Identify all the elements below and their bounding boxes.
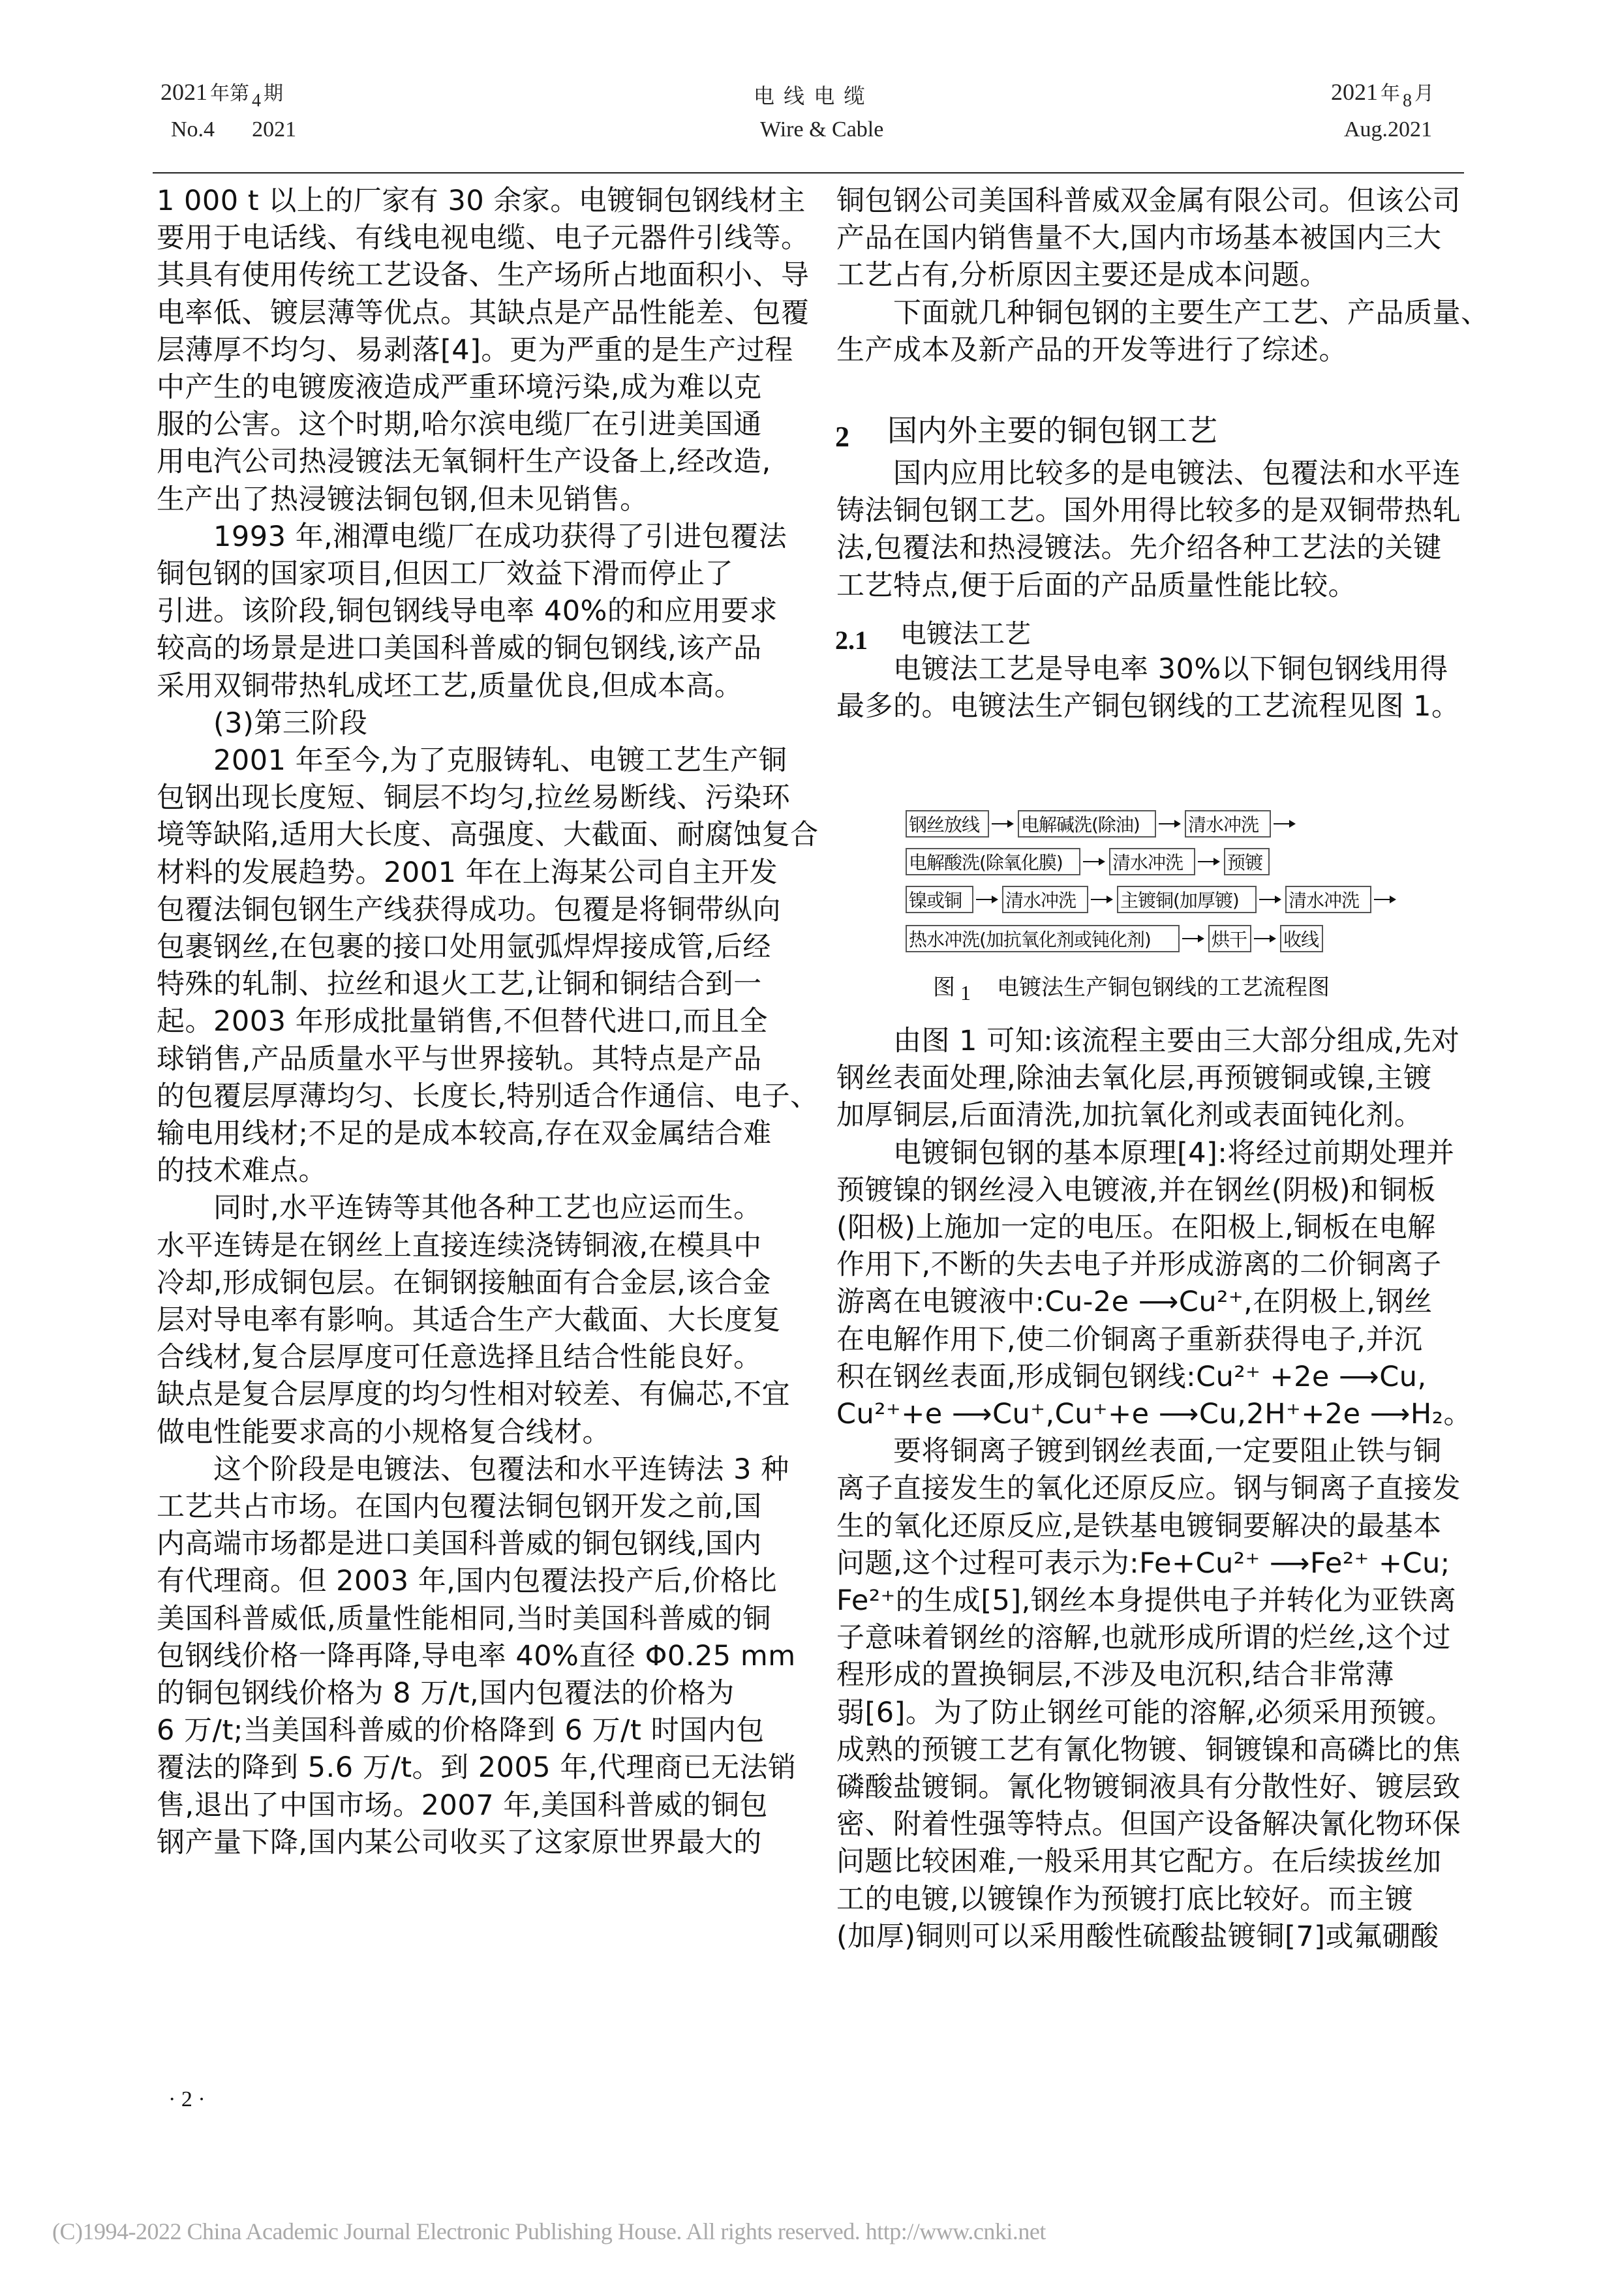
header-date-year: 2021 [1331,79,1378,105]
text-line: 层对导电率有影响。其适合生产大截面、大长度复 [157,1304,781,1337]
text-line: 电率低、镀层薄等优点。其缺点是产品性能差、包覆 [157,296,810,329]
text-line: 下面就几种铜包钢的主要生产工艺、产品质量、 [836,296,1489,329]
text-line: 由图 1 可知:该流程主要由三大部分组成,先对 [836,1025,1460,1057]
text-line: Fe²⁺的生成[5],钢丝本身提供电子并转化为亚铁离 [836,1584,1457,1617]
text-line: 子意味着钢丝的溶解,也就形成所谓的烂丝,这个过 [836,1622,1451,1655]
flow-step-box: 烘干 [1208,925,1251,952]
text-line: 有代理商。但 2003 年,国内包覆法投产后,价格比 [157,1565,778,1598]
flow-arrow-icon [1374,899,1395,900]
text-line: 的铜包钢线价格为 8 万/t,国内包覆法的价格为 [157,1677,735,1710]
text-line: 离子直接发生的氧化还原反应。钢与铜离子直接发 [836,1472,1461,1505]
text-line: 2001 年至今,为了克服铸轧、电镀工艺生产铜 [157,744,787,777]
figure-1-flowchart [906,808,1401,964]
text-line: 同时,水平连铸等其他各种工艺也应运而生。 [157,1192,762,1225]
text-line: 问题,这个过程可表示为:Fe+Cu²⁺ ⟶Fe²⁺ +Cu; [836,1547,1450,1580]
text-line: 问题比较困难,一般采用其它配方。在后续拔丝加 [836,1845,1442,1879]
flow-step-box: 热水冲洗(加抗氧化剂或钝化剂) [906,925,1180,952]
flow-arrow-icon [1182,938,1203,939]
flow-arrow-icon [1083,861,1104,862]
text-line: 用电汽公司热浸镀法无氧铜杆生产设备上,经改造, [157,446,771,479]
flow-step-box: 镍或铜 [906,886,973,913]
text-line: 中产生的电镀废液造成严重环境污染,成为难以克 [157,371,762,404]
text-line: 铜包钢的国家项目,但因工厂效益下滑而停止了 [157,558,734,590]
text-line: 球销售,产品质量水平与世界接轨。其特点是产品 [157,1042,762,1076]
flow-step-box: 钢丝放线 [906,810,989,838]
header-rule [153,172,1464,174]
text-line: 弱[6]。为了防止钢丝可能的溶解,必须采用预镀。 [836,1696,1454,1729]
flow-step-box: 预镀 [1224,848,1270,875]
text-line: 输电用线材;不足的是成本较高,存在双金属结合难 [157,1117,772,1150]
text-line: 售,退出了中国市场。2007 年,美国科普威的铜包 [157,1789,768,1822]
text-line: 游离在电镀液中:Cu-2e ⟶Cu²⁺,在阴极上,钢丝 [836,1286,1433,1319]
copyright-notice: (C)1994-2022 China Academic Journal Electronic Publishing House. All rights reserved. http://www.cnki.net [52,2218,1046,2244]
text-line: 做电性能要求高的小规格复合线材。 [157,1415,611,1449]
text-line: 在电解作用下,使二价铜离子重新获得电子,并沉 [836,1323,1423,1356]
header-issue-en-no: No.4 [171,117,215,142]
text-line: 国内应用比较多的是电镀法、包覆法和水平连 [836,457,1461,490]
text-line: 其具有使用传统工艺设备、生产场所占地面积小、导 [157,259,810,292]
text-line: (加厚)铜则可以采用酸性硫酸盐镀铜[7]或氟硼酸 [836,1920,1439,1953]
flow-step-box: 电解酸洗(除氧化膜) [906,848,1080,875]
text-line: 工艺特点,便于后面的产品质量性能比较。 [836,569,1357,602]
header-date-cn-2: 月 [1414,82,1434,105]
flow-arrow-icon [992,823,1013,824]
text-line: 电镀法工艺是导电率 30%以下铜包钢线用得 [836,653,1448,686]
section-2-1-number: 2.1 [835,626,868,655]
text-line: 层薄厚不均匀、易剥落[4]。更为严重的是生产过程 [157,333,793,367]
header-issue-cn-1: 年第 [210,82,249,105]
text-line: 加厚铜层,后面清洗,加抗氧化剂或表面钝化剂。 [836,1099,1423,1132]
header-issue-year: 2021 [160,79,207,105]
text-line: (阳极)上施加一定的电压。在阳极上,铜板在电解 [836,1211,1436,1244]
flow-arrow-icon [1274,823,1294,824]
text-line: 服的公害。这个时期,哈尔滨电缆厂在引进美国通 [157,408,762,442]
flow-arrow-icon [1259,899,1280,900]
text-line: 采用双铜带热轧成坯工艺,质量优良,但成本高。 [157,669,743,702]
text-line: 内高端市场都是进口美国科普威的铜包钢线,国内 [157,1528,762,1561]
section-2-title: 国内外主要的铜包钢工艺 [887,413,1217,448]
header-date-en: Aug.2021 [1344,117,1433,142]
flow-step-box: 主镀铜(加厚镀) [1117,886,1257,913]
text-line: 缺点是复合层厚度的均匀性相对较差、有偏芯,不宜 [157,1378,791,1412]
journal-title-en: Wire & Cable [760,117,884,142]
text-line: 起。2003 年形成批量销售,不但替代进口,而且全 [157,1005,768,1038]
text-line: 的技术难点。 [157,1155,327,1188]
text-line: 作用下,不断的失去电子并形成游离的二价铜离子 [836,1248,1442,1282]
section-2-1-title: 电镀法工艺 [900,619,1031,649]
section-2-1-heading [835,613,1031,655]
text-line: 的包覆层厚薄均匀、长度长,特别适合作通信、电子、 [157,1080,819,1113]
text-line: 包覆法铜包钢生产线获得成功。包覆是将铜带纵向 [157,893,781,926]
text-line: 1 000 t 以上的厂家有 30 余家。电镀铜包钢线材主 [157,185,806,217]
text-line: 1993 年,湘潭电缆厂在成功获得了引进包覆法 [157,520,787,553]
text-line: 钢丝表面处理,除油去氧化层,再预镀铜或镍,主镀 [836,1062,1432,1095]
figure-1-caption [933,969,1330,1004]
flow-step-box: 清水冲洗 [1002,886,1088,913]
flow-step-box: 收线 [1280,925,1323,952]
text-line: 最多的。电镀法生产铜包钢线的工艺流程见图 1。 [836,690,1460,723]
text-line: 冷却,形成铜包层。在铜钢接触面有合金层,该合金 [157,1266,771,1299]
text-line: 工艺占有,分析原因主要还是成本问题。 [836,259,1328,292]
header-issue-en-year: 2021 [252,117,297,142]
figure-1-caption-number: 1 [960,981,971,1004]
flow-step-box: 清水冲洗 [1285,886,1371,913]
section-2-number: 2 [835,421,849,453]
text-line: 工的电镀,以镀镍作为预镀打底比较好。而主镀 [836,1882,1414,1916]
text-line: Cu²⁺+e ⟶Cu⁺,Cu⁺+e ⟶Cu,2H⁺+2e ⟶H₂。 [836,1398,1472,1430]
text-line: (3)第三阶段 [157,706,368,740]
text-line: 生的氧化还原反应,是铁基电镀铜要解决的最基本 [836,1509,1442,1543]
header-issue [160,77,283,111]
text-line: 材料的发展趋势。2001 年在上海某公司自主开发 [157,856,778,889]
text-line: 较高的场景是进口美国科普威的铜包钢线,该产品 [157,632,762,665]
flow-arrow-icon [976,899,997,900]
text-line: 钢产量下降,国内某公司收买了这家原世界最大的 [157,1826,762,1859]
text-line: 电镀铜包钢的基本原理[4]:将经过前期处理并 [836,1136,1455,1170]
header-date-month: 8 [1403,91,1412,111]
flow-arrow-icon [1091,899,1112,900]
text-line: 要将铜离子镀到钢丝表面,一定要阻止铁与铜 [836,1435,1442,1468]
header-issue-cn-2: 期 [264,82,283,105]
journal-title-cn: 电 线 电 缆 [754,83,866,108]
page-number: · 2 · [168,2087,206,2111]
text-line: 工艺共占市场。在国内包覆法铜包钢开发之前,国 [157,1490,762,1523]
header-issue-en [171,117,296,142]
header-date [1331,77,1434,111]
text-line: 美国科普威低,质量性能相同,当时美国科普威的铜 [157,1602,771,1635]
text-line: 包钢线价格一降再降,导电率 40%直径 Φ0.25 mm [157,1639,796,1672]
section-2-heading [835,407,1217,453]
header-date-cn-1: 年 [1381,82,1400,105]
text-line: 合线材,复合层厚度可任意选择且结合性能良好。 [157,1341,762,1374]
text-line: 磷酸盐镀铜。氰化物镀铜液具有分散性好、镀层致 [836,1771,1461,1804]
flow-step-box: 清水冲洗 [1185,810,1271,838]
text-line: 铜包钢公司美国科普威双金属有限公司。但该公司 [836,185,1461,217]
flow-step-box: 清水冲洗 [1109,848,1195,875]
text-line: 覆法的降到 5.6 万/t。到 2005 年,代理商已无法销 [157,1751,797,1785]
text-line: 包裹钢丝,在包裹的接口处用氩弧焊焊接成管,后经 [157,931,771,963]
flow-arrow-icon [1254,938,1275,939]
figure-1-caption-title: 电镀法生产铜包钢线的工艺流程图 [997,974,1330,1001]
text-line: 积在钢丝表面,形成铜包钢线:Cu²⁺ +2e ⟶Cu, [836,1360,1427,1393]
flow-arrow-icon [1198,861,1219,862]
text-line: 6 万/t;当美国科普威的价格降到 6 万/t 时国内包 [157,1714,765,1747]
text-line: 密、附着性强等特点。但国产设备解决氰化物环保 [836,1808,1461,1841]
text-line: 法,包覆法和热浸镀法。先介绍各种工艺法的关键 [836,532,1442,565]
text-line: 引进。该阶段,铜包钢线导电率 40%的和应用要求 [157,595,778,628]
flow-arrow-icon [1159,823,1180,824]
text-line: 成熟的预镀工艺有氰化物镀、铜镀镍和高磷比的焦 [836,1733,1461,1766]
text-line: 生产成本及新产品的开发等进行了综述。 [836,333,1347,367]
text-line: 境等缺陷,适用大长度、高强度、大截面、耐腐蚀复合 [157,819,819,852]
text-line: 要用于电话线、有线电视电缆、电子元器件引线等。 [157,222,810,255]
text-line: 铸法铜包钢工艺。国外用得比较多的是双铜带热轧 [836,494,1461,528]
header-issue-no: 4 [252,91,261,111]
text-line: 预镀镍的钢丝浸入电镀液,并在钢丝(阴极)和铜板 [836,1173,1436,1207]
text-line: 特殊的轧制、拉丝和退火工艺,让铜和铜结合到一 [157,968,762,1001]
text-line: 水平连铸是在钢丝上直接连续浇铸铜液,在模具中 [157,1229,762,1262]
figure-1-caption-prefix: 图 [933,974,955,1001]
text-line: 产品在国内销售量不大,国内市场基本被国内三大 [836,222,1442,255]
text-line: 生产出了热浸镀法铜包钢,但未见销售。 [157,483,649,516]
text-line: 包钢出现长度短、铜层不均匀,拉丝易断线、污染环 [157,781,791,815]
text-line: 程形成的置换铜层,不涉及电沉积,结合非常薄 [836,1659,1394,1692]
text-line: 这个阶段是电镀法、包覆法和水平连铸法 3 种 [157,1453,789,1486]
flow-step-box: 电解碱洗(除油) [1018,810,1156,838]
